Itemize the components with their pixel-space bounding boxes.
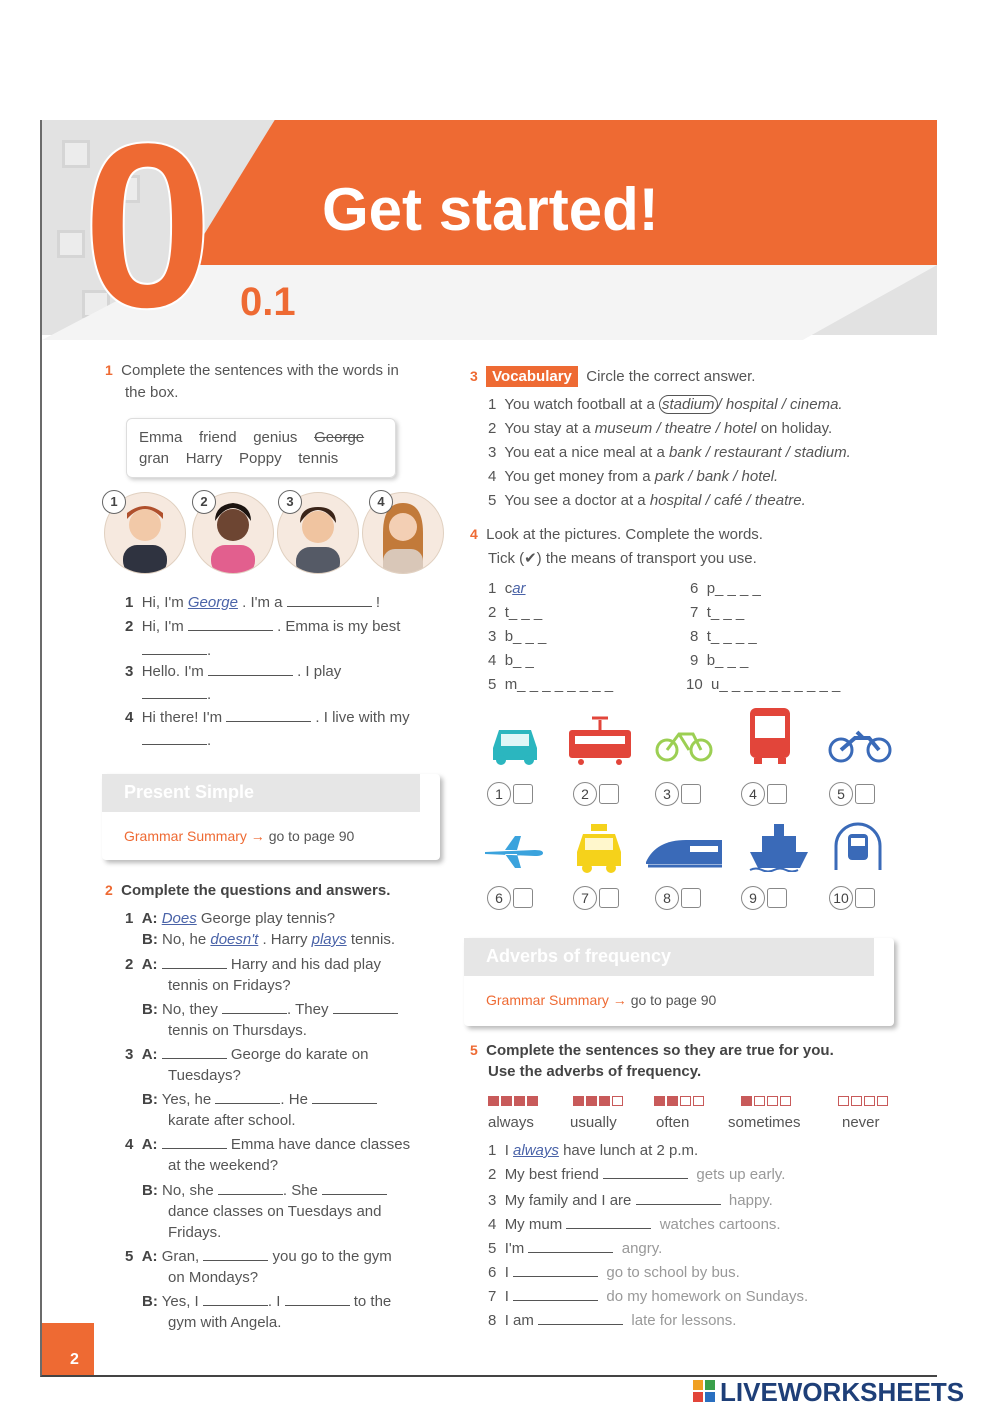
ex2-q5-a: 5 A: Gran, you go to the gym bbox=[125, 1248, 392, 1265]
ex5-item-1: 1 I always have lunch at 2 p.m. bbox=[488, 1142, 699, 1159]
transport-box-2[interactable]: 2 bbox=[573, 782, 619, 806]
ex5-item-6: 6 I go to school by bus. bbox=[488, 1264, 740, 1281]
ex1-sentence-3-cont: . bbox=[142, 686, 211, 703]
underground-icon bbox=[832, 820, 884, 872]
frequency-bar-never bbox=[838, 1096, 888, 1106]
section-number: 0.1 bbox=[240, 280, 296, 324]
ex4-word-10: 10 u_ _ _ _ _ _ _ _ _ _ bbox=[686, 676, 841, 693]
brand-name: LIVEWORKSHEETS bbox=[720, 1377, 965, 1407]
ex1-sentence-1: 1 Hi, I'm George . I'm a ! bbox=[125, 594, 380, 611]
frequency-segment bbox=[573, 1096, 584, 1106]
word: Poppy bbox=[239, 450, 282, 467]
ex5-item-7: 7 I do my homework on Sundays. bbox=[488, 1288, 809, 1305]
ex3-item-1: 1 You watch football at a stadium / hospital / cinema. bbox=[488, 396, 843, 413]
grammar-title: Adverbs of frequency bbox=[464, 938, 874, 976]
ex5-item-3: 3 My family and I are happy. bbox=[488, 1192, 773, 1209]
answer-blank[interactable] bbox=[285, 1293, 350, 1306]
ex2-q4-b: B: No, she . She bbox=[142, 1182, 387, 1199]
answer-blank[interactable] bbox=[215, 1091, 280, 1104]
bus-icon bbox=[748, 706, 792, 766]
answer-blank[interactable] bbox=[513, 1288, 598, 1301]
picture-number: 4 bbox=[369, 490, 393, 514]
answer-blank[interactable] bbox=[603, 1166, 688, 1179]
word-used: George bbox=[314, 429, 365, 446]
frequency-bar-sometimes bbox=[741, 1096, 791, 1106]
ex2-q3-b: B: Yes, he . He bbox=[142, 1091, 377, 1108]
picture-number: 2 bbox=[192, 490, 216, 514]
answer-blank[interactable] bbox=[333, 1001, 398, 1014]
car-icon bbox=[487, 718, 543, 766]
grammar-box-present-simple bbox=[102, 774, 440, 860]
ex2-q4-b-cont2: Fridays. bbox=[168, 1224, 222, 1241]
word: gran bbox=[139, 450, 170, 467]
liveworksheets-logo-icon bbox=[693, 1380, 715, 1402]
ex1-sentence-2-cont: . bbox=[142, 642, 211, 659]
ex5-instruction-cont: Use the adverbs of frequency. bbox=[488, 1063, 702, 1080]
word: tennis bbox=[298, 450, 339, 467]
transport-box-5[interactable]: 5 bbox=[829, 782, 875, 806]
ex2-q5-a-cont: on Mondays? bbox=[168, 1269, 259, 1286]
answer-blank[interactable] bbox=[162, 1136, 227, 1149]
boat-icon bbox=[748, 822, 810, 872]
answer-blank[interactable] bbox=[142, 642, 207, 655]
ex5-item-4: 4 My mum watches cartoons. bbox=[488, 1216, 781, 1233]
ex2-q4-b-cont: dance classes on Tuesdays and bbox=[168, 1203, 382, 1220]
frequency-segment bbox=[780, 1096, 791, 1106]
answer-blank[interactable] bbox=[322, 1182, 387, 1195]
page-title: Get started! bbox=[322, 176, 659, 243]
frequency-segment bbox=[501, 1096, 512, 1106]
ex5-item-2: 2 My best friend gets up early. bbox=[488, 1166, 786, 1183]
ex2-q4-a-cont: at the weekend? bbox=[168, 1157, 279, 1174]
taxi-icon bbox=[573, 822, 625, 874]
answer-blank[interactable] bbox=[208, 663, 293, 676]
grammar-title: Present Simple bbox=[102, 774, 420, 812]
frequency-segment bbox=[851, 1096, 862, 1106]
ex3-instruction: 3 Vocabulary Circle the correct answer. bbox=[470, 368, 756, 385]
page-number: 2 bbox=[42, 1323, 94, 1375]
ex4-word-9: 9 b_ _ _ bbox=[690, 652, 749, 669]
ex3-item-2: 2 You stay at a museum / theatre / hotel on holiday. bbox=[488, 420, 833, 437]
ex4-word-8: 8 t_ _ _ _ bbox=[690, 628, 757, 645]
answer-blank[interactable] bbox=[218, 1182, 283, 1195]
frequency-segment bbox=[654, 1096, 665, 1106]
ex1-instruction-cont: the box. bbox=[125, 384, 179, 401]
ex4-word-1: 1 car bbox=[488, 580, 526, 597]
frequency-segment bbox=[864, 1096, 875, 1106]
ex2-q2-a-cont: tennis on Fridays? bbox=[168, 977, 291, 994]
answer-blank[interactable] bbox=[162, 956, 227, 969]
ex3-item-3: 3 You eat a nice meal at a bank / restaurant / stadium. bbox=[488, 444, 851, 461]
grammar-summary-link[interactable]: Grammar Summary → go to page 90 bbox=[124, 828, 355, 844]
answer-blank[interactable] bbox=[312, 1091, 377, 1104]
unit-number: 0 bbox=[82, 120, 214, 358]
word: Harry bbox=[185, 450, 223, 467]
ex5-item-8: 8 I am late for lessons. bbox=[488, 1312, 737, 1329]
vocabulary-tag: Vocabulary bbox=[486, 366, 578, 387]
transport-box-1[interactable]: 1 bbox=[487, 782, 533, 806]
worksheet-page bbox=[40, 120, 937, 1377]
answer-blank[interactable] bbox=[188, 618, 273, 631]
ex2-q4-a: 4 A: Emma have dance classes bbox=[125, 1136, 411, 1153]
word: Emma bbox=[139, 429, 183, 446]
answer-blank[interactable] bbox=[513, 1264, 598, 1277]
frequency-segment bbox=[693, 1096, 704, 1106]
adverb-label: never bbox=[842, 1114, 880, 1131]
transport-box-3[interactable]: 3 bbox=[655, 782, 701, 806]
ex4-word-4: 4 b_ _ bbox=[488, 652, 534, 669]
frequency-bar-always bbox=[488, 1096, 538, 1106]
frequency-segment bbox=[754, 1096, 765, 1106]
frequency-segment bbox=[680, 1096, 691, 1106]
ex4-word-2: 2 t_ _ _ bbox=[488, 604, 543, 621]
transport-box-6[interactable]: 6 bbox=[487, 886, 533, 910]
ex2-q3-a: 3 A: George do karate on bbox=[125, 1046, 369, 1063]
ex3-item-4: 4 You get money from a park / bank / hotel. bbox=[488, 468, 779, 485]
word: genius bbox=[253, 429, 298, 446]
frequency-segment bbox=[586, 1096, 597, 1106]
answer-blank[interactable] bbox=[162, 1046, 227, 1059]
motorbike-icon bbox=[827, 724, 893, 764]
ex1-sentence-2: 2 Hi, I'm . Emma is my best bbox=[125, 618, 401, 635]
ex2-q3-a-cont: Tuesdays? bbox=[168, 1067, 241, 1084]
answer-blank[interactable] bbox=[566, 1216, 651, 1229]
ex2-q5-b: B: Yes, I . I to the bbox=[142, 1293, 392, 1310]
frequency-segment bbox=[612, 1096, 623, 1106]
frequency-segment bbox=[877, 1096, 888, 1106]
transport-box-9[interactable]: 9 bbox=[741, 886, 787, 910]
answer-blank[interactable] bbox=[636, 1192, 721, 1205]
grammar-summary-link[interactable]: Grammar Summary → go to page 90 bbox=[486, 992, 717, 1008]
frequency-segment bbox=[767, 1096, 778, 1106]
ex4-instruction: 4 Look at the pictures. Complete the words. bbox=[470, 526, 763, 543]
answer-blank[interactable] bbox=[142, 686, 207, 699]
bicycle-icon bbox=[655, 726, 713, 762]
ex5-instruction: 5 Complete the sentences so they are true for you. bbox=[470, 1042, 834, 1059]
answer-blank[interactable] bbox=[203, 1293, 268, 1306]
transport-box-8[interactable]: 8 bbox=[655, 886, 701, 910]
frequency-segment bbox=[838, 1096, 849, 1106]
word: friend bbox=[199, 429, 237, 446]
answer-blank[interactable] bbox=[226, 709, 311, 722]
tram-icon bbox=[567, 716, 633, 766]
ex2-q2-b-cont: tennis on Thursdays. bbox=[168, 1022, 307, 1039]
ex4-word-7: 7 t_ _ _ bbox=[690, 604, 745, 621]
answer-blank[interactable] bbox=[142, 732, 207, 745]
answer-blank[interactable] bbox=[222, 1001, 287, 1014]
frequency-segment bbox=[514, 1096, 525, 1106]
frequency-segment bbox=[599, 1096, 610, 1106]
header-decor-square bbox=[57, 230, 85, 258]
ex4-word-6: 6 p_ _ _ _ bbox=[690, 580, 761, 597]
ex3-item-5: 5 You see a doctor at a hospital / café / theatre. bbox=[488, 492, 806, 509]
ex2-q3-b-cont: karate after school. bbox=[168, 1112, 296, 1129]
ex1-sentence-4: 4 Hi there! I'm . I live with my bbox=[125, 709, 410, 726]
answer-blank[interactable] bbox=[538, 1312, 623, 1325]
ex4-instruction-cont: Tick (✔) the means of transport you use. bbox=[488, 550, 757, 567]
frequency-segment bbox=[527, 1096, 538, 1106]
adverb-label: usually bbox=[570, 1114, 617, 1131]
ex2-q1-b: B: No, he doesn't . Harry plays tennis. bbox=[142, 931, 396, 948]
ex2-q1-a: 1 A: Does George play tennis? bbox=[125, 910, 336, 927]
picture-number: 1 bbox=[102, 490, 126, 514]
adverb-label: sometimes bbox=[728, 1114, 801, 1131]
ex4-word-3: 3 b_ _ _ bbox=[488, 628, 547, 645]
ex1-sentence-3: 3 Hello. I'm . I play bbox=[125, 663, 342, 680]
transport-box-7[interactable]: 7 bbox=[573, 886, 619, 910]
plane-icon bbox=[483, 834, 545, 870]
ex1-sentence-4-cont: . bbox=[142, 732, 211, 749]
frequency-segment bbox=[488, 1096, 499, 1106]
word-box bbox=[126, 418, 396, 478]
frequency-bar-usually bbox=[573, 1096, 623, 1106]
picture-number: 3 bbox=[278, 490, 302, 514]
transport-box-4[interactable]: 4 bbox=[741, 782, 787, 806]
adverb-label: always bbox=[488, 1114, 534, 1131]
ex4-word-5: 5 m_ _ _ _ _ _ _ _ bbox=[488, 676, 614, 693]
ex5-item-5: 5 I'm angry. bbox=[488, 1240, 663, 1257]
ex2-q2-a: 2 A: Harry and his dad play bbox=[125, 956, 381, 973]
ex2-q2-b: B: No, they . They bbox=[142, 1001, 398, 1018]
grammar-box-adverbs bbox=[464, 938, 894, 1026]
answer-blank[interactable] bbox=[528, 1240, 613, 1253]
transport-box-10[interactable]: 10 bbox=[829, 886, 875, 910]
answer-blank[interactable] bbox=[287, 594, 372, 607]
ex1-instruction: 1 Complete the sentences with the words in bbox=[105, 362, 399, 379]
adverb-label: often bbox=[656, 1114, 690, 1131]
answer-blank[interactable] bbox=[203, 1248, 268, 1261]
frequency-segment bbox=[741, 1096, 752, 1106]
ex2-instruction: 2 Complete the questions and answers. bbox=[105, 882, 391, 899]
circled-answer[interactable]: stadium bbox=[659, 395, 718, 414]
frequency-segment bbox=[667, 1096, 678, 1106]
ex2-q5-b-cont: gym with Angela. bbox=[168, 1314, 282, 1331]
frequency-bar-often bbox=[654, 1096, 704, 1106]
train-icon bbox=[644, 836, 724, 870]
